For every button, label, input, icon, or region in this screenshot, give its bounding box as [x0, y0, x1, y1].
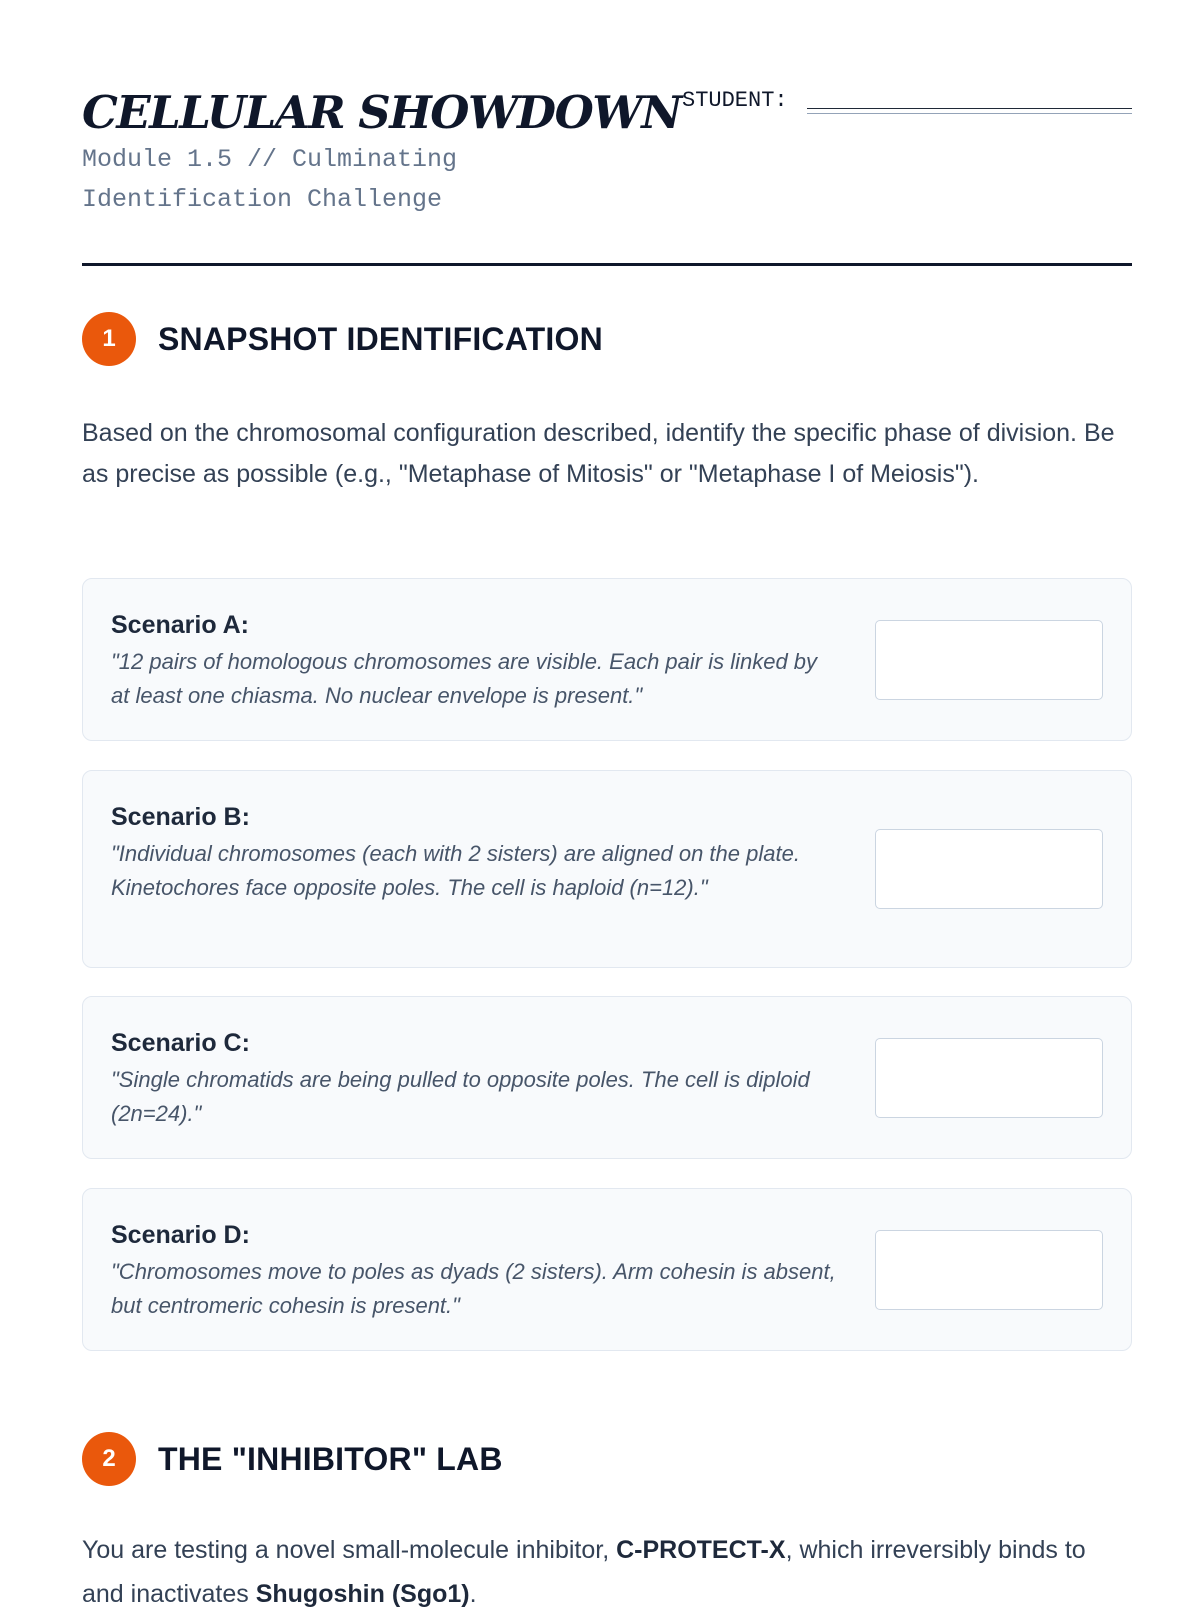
student-label: STUDENT:	[682, 88, 788, 113]
module-subtitle: Module 1.5 // Culminating Identification Challenge	[82, 145, 458, 214]
section-number-badge: 1	[82, 312, 136, 366]
scenario-label: Scenario A:	[111, 611, 250, 639]
section-1-heading	[82, 312, 603, 366]
scenario-card-c	[82, 996, 1132, 1159]
section-2-heading	[82, 1432, 503, 1486]
intro-text: You are testing a novel small-molecule inhibitor,	[82, 1536, 617, 1564]
student-name-line[interactable]	[807, 108, 1132, 114]
section-title: SNAPSHOT IDENTIFICATION	[158, 320, 603, 357]
scenario-label: Scenario B:	[111, 803, 250, 831]
inhibitor-name: C-PROTECT-X	[616, 1536, 786, 1564]
scenario-description: "Chromosomes move to poles as dyads (2 sisters). Arm cohesin is absent, but centromeric cohesin is present."	[111, 1259, 836, 1318]
intro-text: , which irreversibly binds to and inactivates	[82, 1536, 1086, 1608]
page-title: CELLULAR SHOWDOWN	[82, 86, 681, 139]
scenario-label: Scenario D:	[111, 1221, 250, 1249]
answer-input-d[interactable]	[875, 1230, 1103, 1310]
target-protein-name: Shugoshin (Sgo1)	[255, 1580, 470, 1608]
scenario-description: "12 pairs of homologous chromosomes are visible. Each pair is linked by at least one chiasma. No nuclear envelope is present."	[111, 649, 818, 708]
worksheet-header	[82, 0, 1132, 266]
section-1-instructions: Based on the chromosomal configuration described, identify the specific phase of division. Be as precise as possible (e.g., "Metaphase of Mitosis" or "Metaphase I of Meiosis").	[82, 419, 1115, 488]
intro-text: .	[469, 1580, 477, 1608]
section-number-badge: 2	[82, 1432, 136, 1486]
scenario-description: "Single chromatids are being pulled to opposite poles. The cell is diploid (2n=24)."	[111, 1067, 810, 1126]
answer-input-b[interactable]	[875, 829, 1103, 909]
scenario-label: Scenario C:	[111, 1029, 250, 1057]
section-2-intro	[82, 1528, 1132, 1616]
scenario-description: "Individual chromosomes (each with 2 sisters) are aligned on the plate. Kinetochores face opposite poles. The cell is haploid (n=12)."	[111, 841, 800, 900]
answer-input-c[interactable]	[875, 1038, 1103, 1118]
scenario-card-a	[82, 578, 1132, 741]
scenario-card-d	[82, 1188, 1132, 1351]
scenario-card-b	[82, 770, 1132, 968]
section-title: THE "INHIBITOR" LAB	[158, 1440, 503, 1477]
answer-input-a[interactable]	[875, 620, 1103, 700]
worksheet-page	[82, 0, 1132, 1608]
